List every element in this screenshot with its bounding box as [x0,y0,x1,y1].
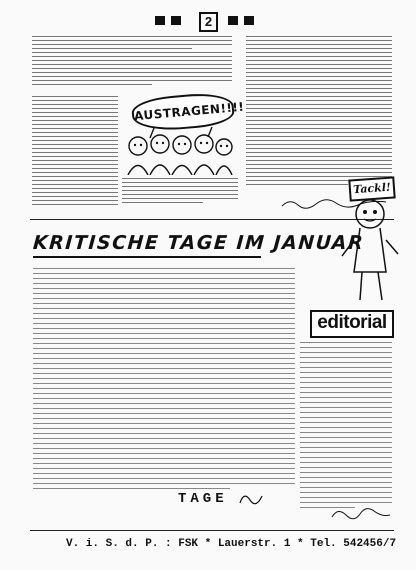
top-left-column-text [32,36,232,88]
tage-signature [238,488,264,508]
page-number: 2 [199,12,218,32]
article-headline: KRITISCHE TAGE IM JANUAR [32,232,365,254]
mascot-drawing [338,192,402,308]
middle-column-text-below-cartoon [122,178,238,206]
signature-editorial [330,505,392,521]
header-bar-left-1 [155,16,165,25]
headline-underline [33,256,261,258]
editorial-title-box: editorial [310,310,394,338]
footer-rule [30,530,394,531]
cartoon-speech-sign: AUSTRAGEN!!!! [131,91,236,134]
header-bar-right-2 [244,16,254,25]
tackl-stamp: Tackl! [348,176,395,201]
editorial-body-text [300,342,392,512]
footer-imprint: V. i. S. d. P. : FSK * Lauerstr. 1 * Tel. 542456/7 [66,538,397,550]
top-right-column-text [246,36,392,188]
header-bar-left-2 [171,16,181,25]
header-bar-right-1 [228,16,238,25]
tage-closing-text: TAGE [178,491,228,507]
article-body-text [33,268,295,493]
left-column-text-below [32,96,118,208]
